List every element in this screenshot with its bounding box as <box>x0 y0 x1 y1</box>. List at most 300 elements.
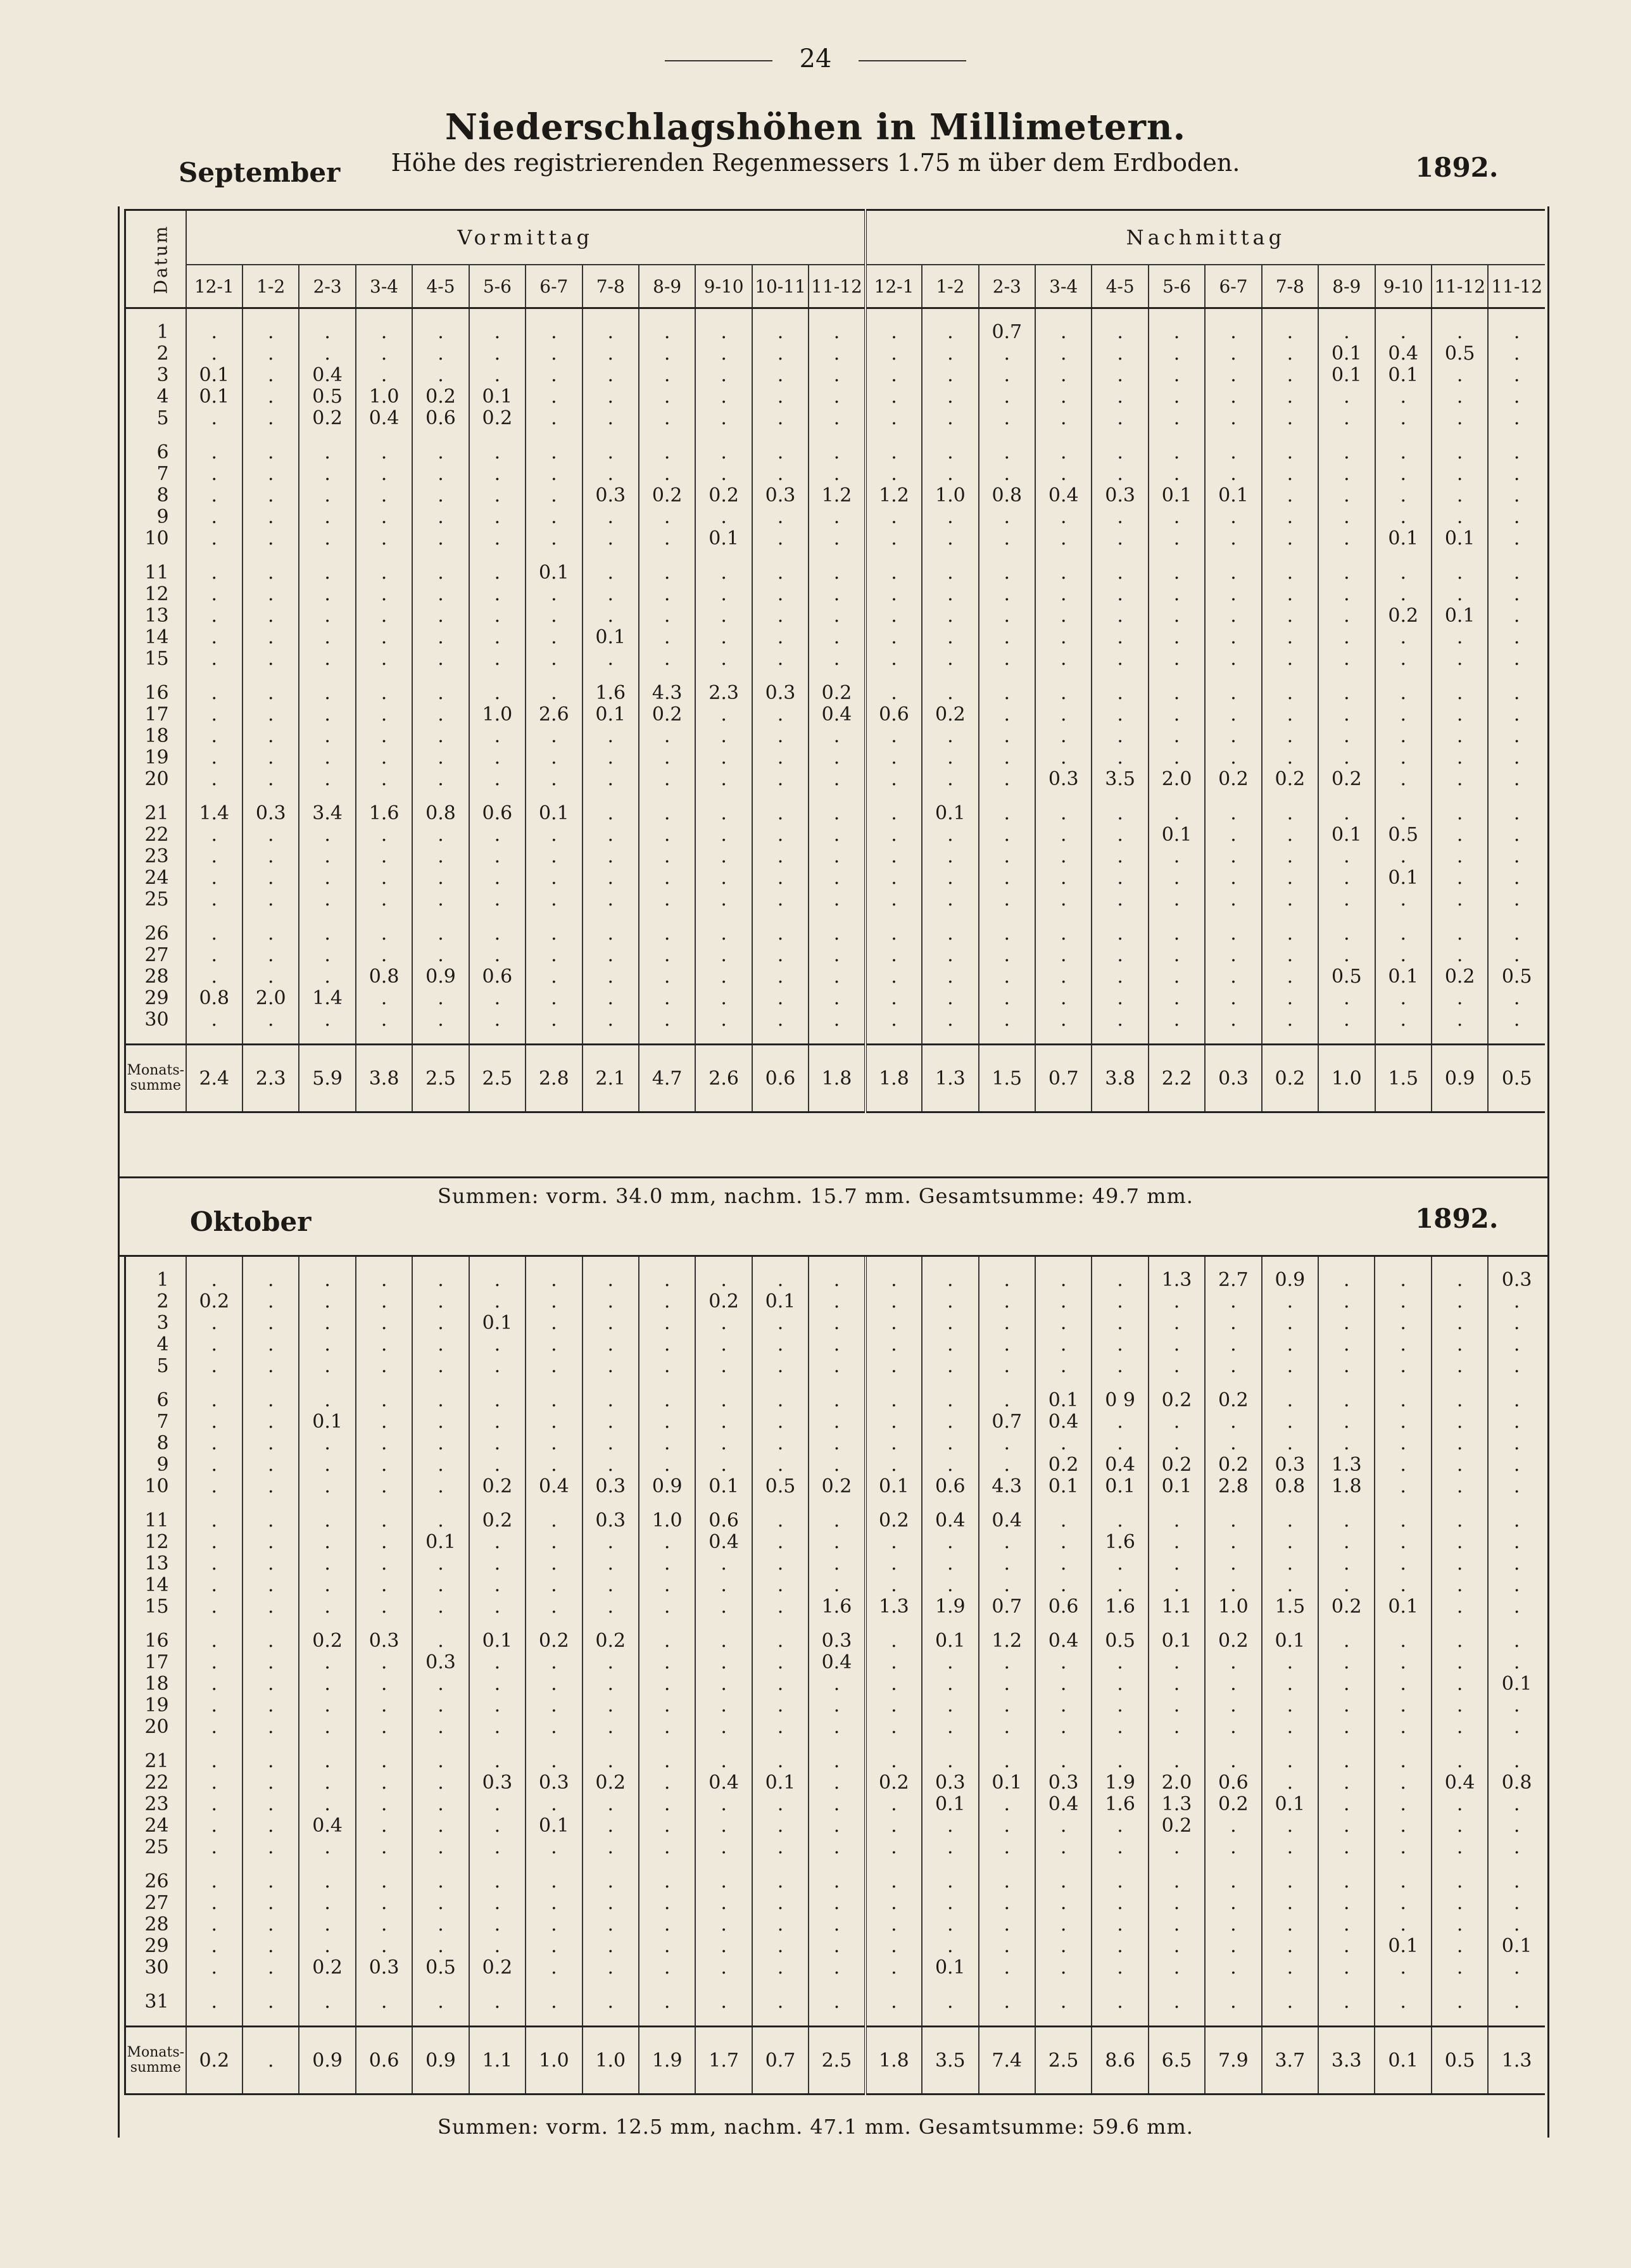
table-row <box>125 1673 1546 1695</box>
value-cell: . <box>242 365 299 386</box>
value-cell: . <box>1262 1553 1318 1575</box>
value-cell: . <box>1488 1871 1545 1893</box>
value-cell: . <box>526 1957 582 1979</box>
value-cell: . <box>469 562 526 584</box>
value-cell: . <box>186 1772 242 1794</box>
value-cell: . <box>1262 1390 1318 1411</box>
value-cell: . <box>1488 485 1545 507</box>
value-cell: . <box>186 343 242 365</box>
value-cell: . <box>1318 846 1375 867</box>
value-cell: . <box>1149 463 1205 485</box>
value-cell: . <box>1318 1390 1375 1411</box>
value-cell: . <box>242 1553 299 1575</box>
monthly-sum-cell: 5.9 <box>299 1045 355 1112</box>
value-cell: . <box>356 683 412 704</box>
value-cell: . <box>356 648 412 670</box>
value-cell: . <box>866 1695 922 1717</box>
value-cell: . <box>1149 1313 1205 1334</box>
value-cell: . <box>1205 442 1261 463</box>
value-cell: . <box>1149 1291 1205 1313</box>
value-cell: . <box>582 1717 639 1738</box>
value-cell: . <box>356 1652 412 1673</box>
value-cell: . <box>186 1991 242 2013</box>
value-cell: . <box>186 1596 242 1618</box>
value-cell: . <box>639 1532 695 1553</box>
value-cell: . <box>1035 726 1092 747</box>
monthly-sum-cell: 0.1 <box>1375 2027 1431 2095</box>
value-cell: . <box>526 1553 582 1575</box>
value-cell: 1.3 <box>1318 1454 1375 1476</box>
value-cell: . <box>469 747 526 769</box>
value-cell: . <box>695 1313 752 1334</box>
value-cell: . <box>412 485 469 507</box>
value-cell: . <box>526 1936 582 1957</box>
value-cell: . <box>922 1433 978 1454</box>
value-cell: 0.2 <box>1035 1454 1092 1476</box>
value-cell: . <box>356 1936 412 1957</box>
value-cell: . <box>469 1291 526 1313</box>
value-cell: . <box>639 1313 695 1334</box>
value-cell: . <box>299 966 355 988</box>
monthly-sum-cell: 1.8 <box>866 2027 922 2095</box>
value-cell: 0.2 <box>695 485 752 507</box>
value-cell: . <box>695 769 752 790</box>
value-cell: . <box>1318 485 1375 507</box>
value-cell: . <box>1318 1991 1375 2013</box>
value-cell: . <box>412 1334 469 1356</box>
value-cell: . <box>866 1411 922 1433</box>
value-cell: . <box>1318 1871 1375 1893</box>
value-cell: . <box>695 1893 752 1914</box>
value-cell: . <box>922 584 978 605</box>
value-cell: . <box>412 343 469 365</box>
day-cell: 22 <box>125 824 186 846</box>
monthly-sum-cell: 0.3 <box>1205 1045 1261 1112</box>
value-cell: . <box>1205 528 1261 550</box>
value-cell: . <box>979 1893 1035 1914</box>
day-cell: 15 <box>125 648 186 670</box>
value-cell: . <box>356 1390 412 1411</box>
value-cell: 0.3 <box>1488 1269 1545 1291</box>
value-cell: . <box>1262 824 1318 846</box>
day-cell: 16 <box>125 683 186 704</box>
value-cell: . <box>242 386 299 408</box>
table-row <box>125 1553 1546 1575</box>
value-cell: . <box>469 1433 526 1454</box>
value-cell: . <box>639 648 695 670</box>
value-cell: . <box>695 1009 752 1031</box>
value-cell: . <box>582 1751 639 1772</box>
datum-header: Datum <box>125 210 186 308</box>
value-cell: . <box>752 1871 809 1893</box>
value-cell: . <box>412 1871 469 1893</box>
value-cell: . <box>922 562 978 584</box>
value-cell: 0.2 <box>639 485 695 507</box>
value-cell: . <box>186 1269 242 1291</box>
value-cell: . <box>1205 803 1261 824</box>
value-cell: 0.4 <box>299 365 355 386</box>
value-cell: . <box>1488 1957 1545 1979</box>
value-cell: . <box>639 889 695 910</box>
value-cell: . <box>1318 1291 1375 1313</box>
value-cell: 0.2 <box>1262 769 1318 790</box>
value-cell: . <box>1035 1652 1092 1673</box>
value-cell: . <box>1262 1673 1318 1695</box>
value-cell: . <box>1262 562 1318 584</box>
value-cell: 0.4 <box>809 1652 865 1673</box>
oktober-table <box>124 1257 1545 2095</box>
value-cell: . <box>1149 1553 1205 1575</box>
value-cell: . <box>979 605 1035 627</box>
day-cell: 27 <box>125 1893 186 1914</box>
value-cell: . <box>695 1717 752 1738</box>
value-cell: . <box>242 1411 299 1433</box>
value-cell: . <box>866 769 922 790</box>
value-cell: . <box>922 1815 978 1837</box>
value-cell: . <box>752 824 809 846</box>
value-cell: . <box>639 408 695 429</box>
value-cell: . <box>639 769 695 790</box>
value-cell: . <box>1488 923 1545 945</box>
value-cell: . <box>242 1837 299 1858</box>
value-cell: 1.4 <box>186 803 242 824</box>
value-cell: . <box>1262 726 1318 747</box>
value-cell: . <box>1262 945 1318 966</box>
value-cell: . <box>866 1871 922 1893</box>
value-cell: 0.2 <box>1149 1390 1205 1411</box>
value-cell: . <box>809 1751 865 1772</box>
value-cell: . <box>809 386 866 408</box>
value-cell: . <box>639 966 695 988</box>
value-cell: . <box>752 1356 809 1377</box>
day-cell: 10 <box>125 528 186 550</box>
value-cell: . <box>639 442 695 463</box>
day-cell: 1 <box>125 1269 186 1291</box>
value-cell: . <box>582 1871 639 1893</box>
value-cell: . <box>1262 988 1318 1009</box>
value-cell: . <box>1432 648 1488 670</box>
september-summary: Summen: vorm. 34.0 mm, nachm. 15.7 mm. Gesamtsumme: 49.7 mm. <box>438 1184 1193 1208</box>
value-cell: . <box>526 889 582 910</box>
value-cell: . <box>695 923 752 945</box>
value-cell: . <box>469 769 526 790</box>
value-cell: . <box>1262 1695 1318 1717</box>
value-cell: 0.1 <box>526 1815 582 1837</box>
value-cell: . <box>356 1476 412 1497</box>
value-cell: . <box>1432 1815 1488 1837</box>
value-cell: . <box>1205 365 1261 386</box>
value-cell: . <box>526 1532 582 1553</box>
value-cell: . <box>469 988 526 1009</box>
value-cell: . <box>242 1936 299 1957</box>
value-cell: . <box>695 1871 752 1893</box>
value-cell: 2.0 <box>1149 769 1205 790</box>
value-cell: . <box>299 1433 355 1454</box>
value-cell: . <box>1035 923 1092 945</box>
value-cell: . <box>242 1433 299 1454</box>
value-cell: . <box>1262 322 1318 343</box>
value-cell: . <box>526 365 582 386</box>
section-divider <box>119 1176 1547 1178</box>
value-cell: . <box>356 1532 412 1553</box>
value-cell: 0.2 <box>1318 769 1375 790</box>
value-cell: . <box>526 322 582 343</box>
value-cell: . <box>695 1334 752 1356</box>
table-row <box>125 1291 1546 1313</box>
value-cell: 0.1 <box>1375 1596 1431 1618</box>
value-cell: . <box>1262 1575 1318 1596</box>
value-cell: . <box>695 1630 752 1652</box>
year-september: 1892. <box>1415 152 1499 183</box>
value-cell: . <box>1205 726 1261 747</box>
value-cell: . <box>1092 442 1148 463</box>
value-cell: 0.4 <box>1035 485 1092 507</box>
value-cell: . <box>582 584 639 605</box>
day-cell: 7 <box>125 463 186 485</box>
value-cell: . <box>1149 803 1205 824</box>
value-cell: . <box>1262 704 1318 726</box>
value-cell: . <box>469 1532 526 1553</box>
value-cell: . <box>1149 1411 1205 1433</box>
value-cell: 0.4 <box>299 1815 355 1837</box>
value-cell: . <box>1375 1794 1431 1815</box>
value-cell: . <box>1488 1837 1545 1858</box>
value-cell: . <box>412 726 469 747</box>
value-cell: . <box>299 1334 355 1356</box>
value-cell: . <box>1262 803 1318 824</box>
value-cell: . <box>356 1893 412 1914</box>
value-cell: . <box>1488 1390 1545 1411</box>
value-cell: . <box>242 1313 299 1334</box>
value-cell: . <box>242 1454 299 1476</box>
value-cell: 0.4 <box>922 1510 978 1532</box>
value-cell: . <box>1262 627 1318 648</box>
value-cell: . <box>1488 1815 1545 1837</box>
value-cell: . <box>1318 562 1375 584</box>
value-cell: . <box>242 1476 299 1497</box>
value-cell: . <box>1205 945 1261 966</box>
value-cell: . <box>1205 1936 1261 1957</box>
value-cell: . <box>1149 1837 1205 1858</box>
value-cell: . <box>1432 1291 1488 1313</box>
monthly-sum-cell: 2.6 <box>695 1045 752 1112</box>
value-cell: 2.8 <box>1205 1476 1261 1497</box>
value-cell: . <box>752 507 809 528</box>
table-row <box>125 1596 1546 1618</box>
value-cell: . <box>639 1871 695 1893</box>
day-cell: 5 <box>125 1356 186 1377</box>
value-cell: 0.1 <box>1432 605 1488 627</box>
value-cell: . <box>242 769 299 790</box>
value-cell: . <box>1375 726 1432 747</box>
value-cell: . <box>695 1433 752 1454</box>
value-cell: . <box>866 386 922 408</box>
value-cell: . <box>866 442 922 463</box>
value-cell: . <box>1318 923 1375 945</box>
value-cell: . <box>1488 1009 1545 1031</box>
value-cell: 3.5 <box>1092 769 1148 790</box>
value-cell: 2.6 <box>526 704 582 726</box>
value-cell: . <box>639 605 695 627</box>
value-cell: . <box>412 1291 469 1313</box>
day-cell: 27 <box>125 945 186 966</box>
value-cell: . <box>1035 1837 1092 1858</box>
value-cell: . <box>526 988 582 1009</box>
value-cell: . <box>639 1596 695 1618</box>
value-cell: . <box>1035 1717 1092 1738</box>
monthly-sum-cell: 0.2 <box>1262 1045 1318 1112</box>
value-cell: . <box>866 945 922 966</box>
value-cell: . <box>356 463 412 485</box>
value-cell: . <box>1205 1871 1261 1893</box>
monthly-sum-cell: 2.1 <box>582 1045 639 1112</box>
value-cell: . <box>526 1695 582 1717</box>
value-cell: . <box>1035 648 1092 670</box>
value-cell: . <box>1432 1269 1488 1291</box>
day-cell: 20 <box>125 1717 186 1738</box>
value-cell: . <box>866 1957 922 1979</box>
value-cell: . <box>1432 1390 1488 1411</box>
value-cell: . <box>1092 945 1148 966</box>
value-cell: . <box>1262 1957 1318 1979</box>
value-cell: . <box>922 923 978 945</box>
value-cell: . <box>299 1772 355 1794</box>
value-cell: . <box>1205 966 1261 988</box>
value-cell: . <box>242 747 299 769</box>
value-cell: . <box>1432 1794 1488 1815</box>
monthly-sum-cell: 1.9 <box>639 2027 695 2095</box>
table-row <box>125 683 1546 704</box>
value-cell: . <box>242 528 299 550</box>
value-cell: . <box>242 1630 299 1652</box>
value-cell: . <box>526 1871 582 1893</box>
value-cell: . <box>1092 365 1148 386</box>
value-cell: . <box>1262 1837 1318 1858</box>
value-cell: . <box>186 1411 242 1433</box>
value-cell: 1.0 <box>922 485 978 507</box>
value-cell: . <box>1488 1991 1545 2013</box>
value-cell: . <box>299 846 355 867</box>
value-cell: 2.0 <box>242 988 299 1009</box>
value-cell: . <box>1488 322 1545 343</box>
value-cell: . <box>979 1269 1035 1291</box>
value-cell: . <box>1318 1772 1375 1794</box>
value-cell: . <box>979 343 1035 365</box>
value-cell: . <box>1262 343 1318 365</box>
value-cell: . <box>356 1291 412 1313</box>
value-cell: 0.3 <box>469 1772 526 1794</box>
value-cell: . <box>752 867 809 889</box>
value-cell: 0.1 <box>582 704 639 726</box>
value-cell: . <box>1092 846 1148 867</box>
table-row <box>125 386 1546 408</box>
value-cell: . <box>809 1009 866 1031</box>
value-cell: 1.0 <box>1205 1596 1261 1618</box>
value-cell: . <box>412 584 469 605</box>
value-cell: . <box>1092 1815 1148 1837</box>
value-cell: . <box>1149 605 1205 627</box>
value-cell: . <box>1318 945 1375 966</box>
value-cell: 0.3 <box>922 1772 978 1794</box>
value-cell: . <box>412 1356 469 1377</box>
value-cell: 0.9 <box>412 966 469 988</box>
value-cell: . <box>1488 1914 1545 1936</box>
value-cell: . <box>582 1291 639 1313</box>
frame-left <box>118 206 120 2138</box>
value-cell: . <box>809 1794 865 1815</box>
value-cell: . <box>356 1433 412 1454</box>
value-cell: . <box>242 1957 299 1979</box>
value-cell: . <box>242 1269 299 1291</box>
value-cell: 0.3 <box>752 485 809 507</box>
value-cell: . <box>752 1751 809 1772</box>
value-cell: . <box>299 1893 355 1914</box>
value-cell: 0.1 <box>922 803 978 824</box>
monthly-sum-cell: . <box>242 2027 299 2095</box>
monthly-sum-cell: 2.2 <box>1149 1045 1205 1112</box>
value-cell: . <box>1375 1334 1431 1356</box>
hour-header: 11-12 <box>1432 265 1488 308</box>
day-cell: 29 <box>125 988 186 1009</box>
value-cell: . <box>1432 1454 1488 1476</box>
value-cell: . <box>752 1334 809 1356</box>
value-cell: . <box>1432 584 1488 605</box>
value-cell: . <box>186 562 242 584</box>
value-cell: 0.1 <box>582 627 639 648</box>
value-cell: . <box>469 1893 526 1914</box>
day-cell: 26 <box>125 923 186 945</box>
value-cell: . <box>582 1009 639 1031</box>
value-cell: . <box>1375 1751 1431 1772</box>
value-cell: . <box>186 683 242 704</box>
day-cell: 6 <box>125 442 186 463</box>
value-cell: . <box>186 1433 242 1454</box>
value-cell: . <box>186 726 242 747</box>
value-cell: . <box>412 1596 469 1618</box>
monthly-sum-cell: 0.5 <box>1488 1045 1545 1112</box>
value-cell: . <box>1149 584 1205 605</box>
value-cell: . <box>979 1433 1035 1454</box>
value-cell: . <box>1092 627 1148 648</box>
value-cell: . <box>1318 1269 1375 1291</box>
monthly-sum-cell: 2.5 <box>809 2027 865 2095</box>
value-cell: . <box>695 889 752 910</box>
value-cell: . <box>752 1411 809 1433</box>
value-cell: . <box>922 966 978 988</box>
value-cell: . <box>922 1575 978 1596</box>
value-cell: . <box>979 769 1035 790</box>
value-cell: . <box>412 1454 469 1476</box>
value-cell: . <box>639 1652 695 1673</box>
value-cell: 0.1 <box>1035 1476 1092 1497</box>
monthly-sum-cell: 0.6 <box>356 2027 412 2095</box>
value-cell: . <box>1149 322 1205 343</box>
value-cell: . <box>299 824 355 846</box>
hour-header: 5-6 <box>1149 265 1205 308</box>
value-cell: . <box>1149 343 1205 365</box>
value-cell: . <box>866 1334 922 1356</box>
value-cell: . <box>526 1291 582 1313</box>
value-cell: . <box>186 1794 242 1815</box>
value-cell: . <box>1092 1291 1148 1313</box>
value-cell: . <box>695 1575 752 1596</box>
value-cell: . <box>639 1936 695 1957</box>
value-cell: . <box>1432 1334 1488 1356</box>
value-cell: . <box>866 528 922 550</box>
value-cell: . <box>582 923 639 945</box>
value-cell: 0.1 <box>695 1476 752 1497</box>
value-cell: . <box>1375 1510 1431 1532</box>
